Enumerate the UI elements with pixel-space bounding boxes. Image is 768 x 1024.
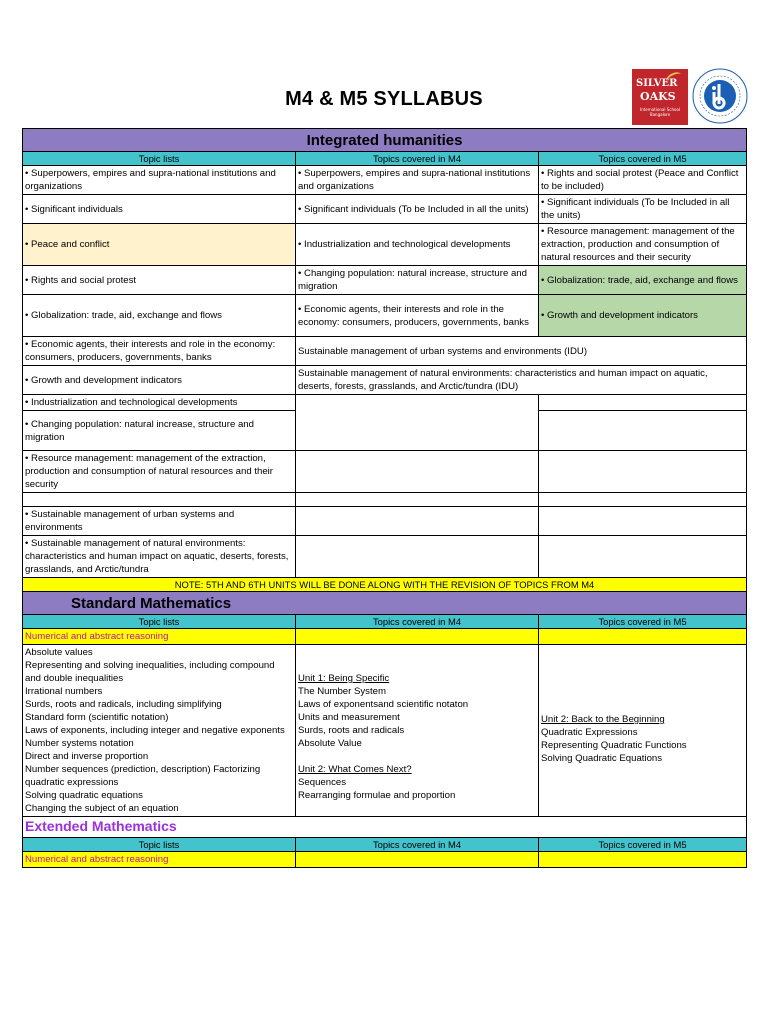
topic-cell: • Superpowers, empires and supra-national institutions and organizations	[23, 166, 296, 195]
header-m5: Topics covered in M5	[539, 838, 747, 852]
unit-heading: Unit 2: Back to the Beginning	[541, 714, 665, 725]
m4-cell: • Industrialization and technological developments	[296, 224, 539, 266]
unit-heading: Unit 1: Being Specific	[298, 673, 390, 684]
list-item: Surds, roots and radicals, including simplifying	[25, 699, 222, 710]
topic-cell: • Resource management: management of the extraction, production and consumption of natural resources and their security	[23, 451, 296, 493]
header-m4: Topics covered in M4	[296, 615, 539, 629]
list-item: Absolute Value	[298, 738, 362, 749]
list-item: Quadratic Expressions	[541, 727, 638, 738]
m5-cell: • Globalization: trade, aid, exchange and flows	[539, 266, 747, 295]
humanities-section-title: Integrated humanities	[23, 129, 747, 152]
list-item: Solving Quadratic Equations	[541, 753, 663, 764]
list-item: Representing and solving inequalities, including compound and double inequalities	[25, 660, 275, 684]
humanities-table	[22, 128, 747, 868]
m5-cell: • Growth and development indicators	[539, 295, 747, 337]
list-item: Absolute values	[25, 647, 93, 658]
revision-note: NOTE: 5TH AND 6TH UNITS WILL BE DONE ALONG WITH THE REVISION OF TOPICS FROM M4	[23, 578, 747, 592]
topic-cell: • Sustainable management of natural environments: characteristics and human impact on aquatic, deserts, forests, grasslands, and Arctic/tundra	[23, 536, 296, 578]
m5-cell	[539, 536, 747, 578]
m4-cell: • Changing population: natural increase, structure and migration	[296, 266, 539, 295]
m5-cell	[539, 493, 747, 507]
logo-line-1: SILVER	[636, 78, 678, 89]
numerical-reasoning-subheading: Numerical and abstract reasoning	[23, 852, 296, 868]
m4-cell: • Economic agents, their interests and role in the economy: consumers, producers, governments, banks	[296, 295, 539, 337]
list-item: Standard form (scientific notation)	[25, 712, 169, 723]
header-m5: Topics covered in M5	[539, 615, 747, 629]
list-item: Rearranging formulae and proportion	[298, 790, 456, 801]
m4-cell: • Superpowers, empires and supra-national institutions and organizations	[296, 166, 539, 195]
silver-oaks-logo	[632, 69, 688, 125]
ib-logo-icon	[692, 68, 748, 124]
standard-math-topic-list	[23, 645, 296, 817]
m4-cell	[296, 629, 539, 645]
list-item: Changing the subject of an equation	[25, 803, 179, 814]
m5-cell	[539, 507, 747, 536]
header-m4: Topics covered in M4	[296, 838, 539, 852]
m5-cell	[539, 629, 747, 645]
topic-cell: • Peace and conflict	[23, 224, 296, 266]
topic-cell: • Globalization: trade, aid, exchange and flows	[23, 295, 296, 337]
extended-math-section-title: Extended Mathematics	[25, 817, 177, 834]
list-item: Units and measurement	[298, 712, 400, 723]
m5-cell: • Significant individuals (To be Included in all the units)	[539, 195, 747, 224]
header-m5: Topics covered in M5	[539, 152, 747, 166]
m5-cell	[539, 395, 747, 411]
m4-cell	[296, 507, 539, 536]
m5-cell	[539, 411, 747, 451]
topic-cell: • Significant individuals	[23, 195, 296, 224]
list-item: Number systems notation	[25, 738, 134, 749]
topic-cell: • Rights and social protest	[23, 266, 296, 295]
list-item: Surds, roots and radicals	[298, 725, 405, 736]
header-topic-lists: Topic lists	[23, 152, 296, 166]
list-item: Sequences	[298, 777, 347, 788]
list-item: Laws of exponentsand scientific notaton	[298, 699, 469, 710]
header-topic-lists: Topic lists	[23, 615, 296, 629]
extended-math-title-row	[23, 817, 747, 838]
list-item: The Number System	[298, 686, 386, 697]
list-item: Laws of exponents, including integer and negative exponents	[25, 725, 285, 736]
m4-m5-cell: Sustainable management of natural environments: characteristics and human impact on aquatic, deserts, forests, grasslands, and Arctic/tundra (IDU)	[296, 366, 747, 395]
list-item: Number sequences (prediction, description) Factorizing quadratic expressions	[25, 764, 261, 788]
topic-cell: • Sustainable management of urban systems and environments	[23, 507, 296, 536]
topic-cell: • Changing population: natural increase, structure and migration	[23, 411, 296, 451]
topic-cell: • Growth and development indicators	[23, 366, 296, 395]
m5-cell	[539, 451, 747, 493]
list-item: Direct and inverse proportion	[25, 751, 149, 762]
header-topic-lists: Topic lists	[23, 838, 296, 852]
standard-math-m5-list	[539, 645, 747, 817]
topic-cell: • Economic agents, their interests and role in the economy: consumers, producers, governments, banks	[23, 337, 296, 366]
page-title: M4 & M5 SYLLABUS	[285, 88, 483, 110]
m5-cell: • Rights and social protest (Peace and Conflict to be included)	[539, 166, 747, 195]
m4-cell	[296, 395, 539, 451]
list-item: Irrational numbers	[25, 686, 103, 697]
standard-math-m4-list	[296, 645, 539, 817]
list-item: Representing Quadratic Functions	[541, 740, 687, 751]
unit-heading: Unit 2: What Comes Next?	[298, 764, 412, 775]
m4-cell	[296, 493, 539, 507]
m4-cell	[296, 451, 539, 493]
standard-math-section-title: Standard Mathematics	[23, 592, 747, 615]
m4-cell	[296, 536, 539, 578]
list-item: Solving quadratic equations	[25, 790, 143, 801]
m4-cell	[296, 852, 539, 868]
logo-line-2: OAKS	[640, 90, 676, 103]
logo-subtitle: International School Bangalore	[639, 107, 681, 117]
spacer	[298, 750, 536, 763]
topic-cell	[23, 493, 296, 507]
m5-cell	[539, 852, 747, 868]
header-m4: Topics covered in M4	[296, 152, 539, 166]
m5-cell: • Resource management: management of the extraction, production and consumption of natural resources and their security	[539, 224, 747, 266]
numerical-reasoning-subheading: Numerical and abstract reasoning	[23, 629, 296, 645]
m4-m5-cell: Sustainable management of urban systems and environments (IDU)	[296, 337, 747, 366]
topic-cell: • Industrialization and technological developments	[23, 395, 296, 411]
m4-cell: • Significant individuals (To be Included in all the units)	[296, 195, 539, 224]
